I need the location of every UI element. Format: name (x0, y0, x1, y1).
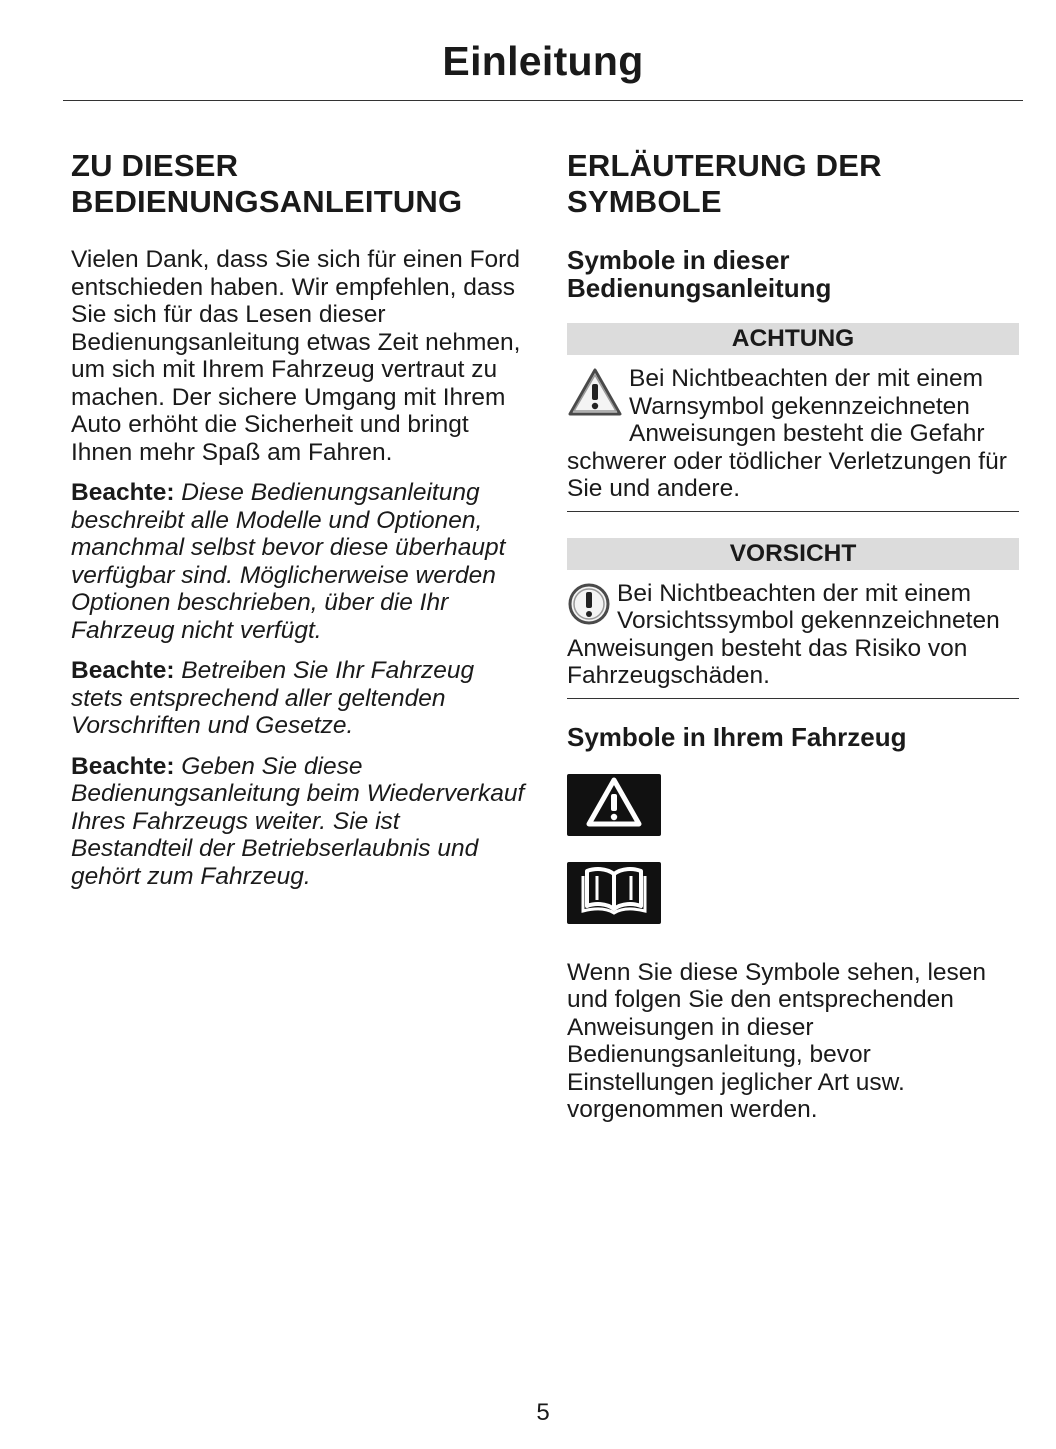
note-label: Beachte: (71, 479, 175, 506)
vehicle-warning-symbol (567, 774, 661, 836)
warning-triangle-icon (574, 774, 654, 835)
caution-divider (567, 698, 1019, 699)
intro-paragraph: Vielen Dank, dass Sie sich für einen Ford entschieden haben. Wir empfehlen, dass Sie sich für das Lesen dieser Bedienungsanleitung etwas Zeit nehmen, um sich mit Ihrem Fahrzeug vertraut zu machen. Der sichere Umgang mit Ihrem Auto erhöht die Sicherheit und bringt Ihnen mehr Spaß am Fahren. (71, 246, 521, 466)
note-paragraph (71, 479, 527, 644)
note-text: Diese Bedienungsanleitung beschreibt alle Modelle und Optionen, manchmal selbst bevor diese überhaupt verfügbar sind. Möglicherweise werden Optionen beschrieben, über die Ihr Fahrzeug nicht verfügt. (71, 479, 506, 644)
note-text: Betreiben Sie Ihr Fahrzeug stets entsprechend aller geltenden Vorschriften und Gesetze. (71, 657, 475, 739)
warning-text-block (567, 365, 1019, 503)
page-number: 5 (536, 1399, 550, 1426)
note-text: Geben Sie diese Bedienungsanleitung beim Wiederverkauf Ihres Fahrzeugs weiter. Sie ist Bestandteil der Betriebserlaubnis und gehört zum Fahrzeug. (71, 752, 525, 890)
section-heading-line: ERLÄUTERUNG DER (567, 148, 882, 183)
note-paragraph (71, 753, 527, 891)
warning-text: Bei Nichtbeachten der mit einem Warnsymbol gekennzeichneten Anweisungen besteht die Gefahr schwerer oder tödlicher Verletzungen für Sie und andere. (567, 365, 1007, 502)
subheading-line: Symbole in dieser (567, 245, 790, 275)
note-label: Beachte: (71, 657, 175, 684)
closing-paragraph: Wenn Sie diese Symbole sehen, lesen und folgen Sie den entsprechenden Anweisungen in dieser Bedienungsanleitung, bevor Einstellungen jeglicher Art usw. vorgenommen werden. (567, 958, 987, 1123)
caution-text-block (567, 580, 1019, 690)
section-heading-line: BEDIENUNGSANLEITUNG (71, 184, 463, 219)
open-book-icon (579, 864, 649, 921)
subheading-manual-symbols (567, 246, 1019, 302)
caution-banner: VORSICHT (567, 538, 1019, 570)
subheading-vehicle-symbols: Symbole in Ihrem Fahrzeug (567, 721, 907, 752)
section-heading-line: ZU DIESER (71, 148, 239, 183)
vehicle-manual-symbol (567, 862, 661, 924)
warning-divider (567, 511, 1019, 512)
caution-circle-icon (567, 582, 611, 633)
caution-text: Bei Nichtbeachten der mit einem Vorsichtssymbol gekennzeichneten Anweisungen besteht das Risiko von Fahrzeugschäden. (567, 579, 1000, 689)
page-title: Einleitung (442, 38, 644, 84)
note-label: Beachte: (71, 752, 175, 780)
warning-banner: ACHTUNG (567, 323, 1019, 355)
title-divider (63, 100, 1023, 101)
note-paragraph (71, 657, 527, 740)
section-heading-about-manual (71, 148, 527, 220)
warning-triangle-icon (567, 367, 623, 424)
left-column (71, 148, 527, 890)
right-column (567, 148, 1019, 1124)
section-heading-line: SYMBOLE (567, 184, 722, 219)
section-heading-symbols (567, 148, 1019, 220)
subheading-line: Bedienungsanleitung (567, 273, 832, 303)
